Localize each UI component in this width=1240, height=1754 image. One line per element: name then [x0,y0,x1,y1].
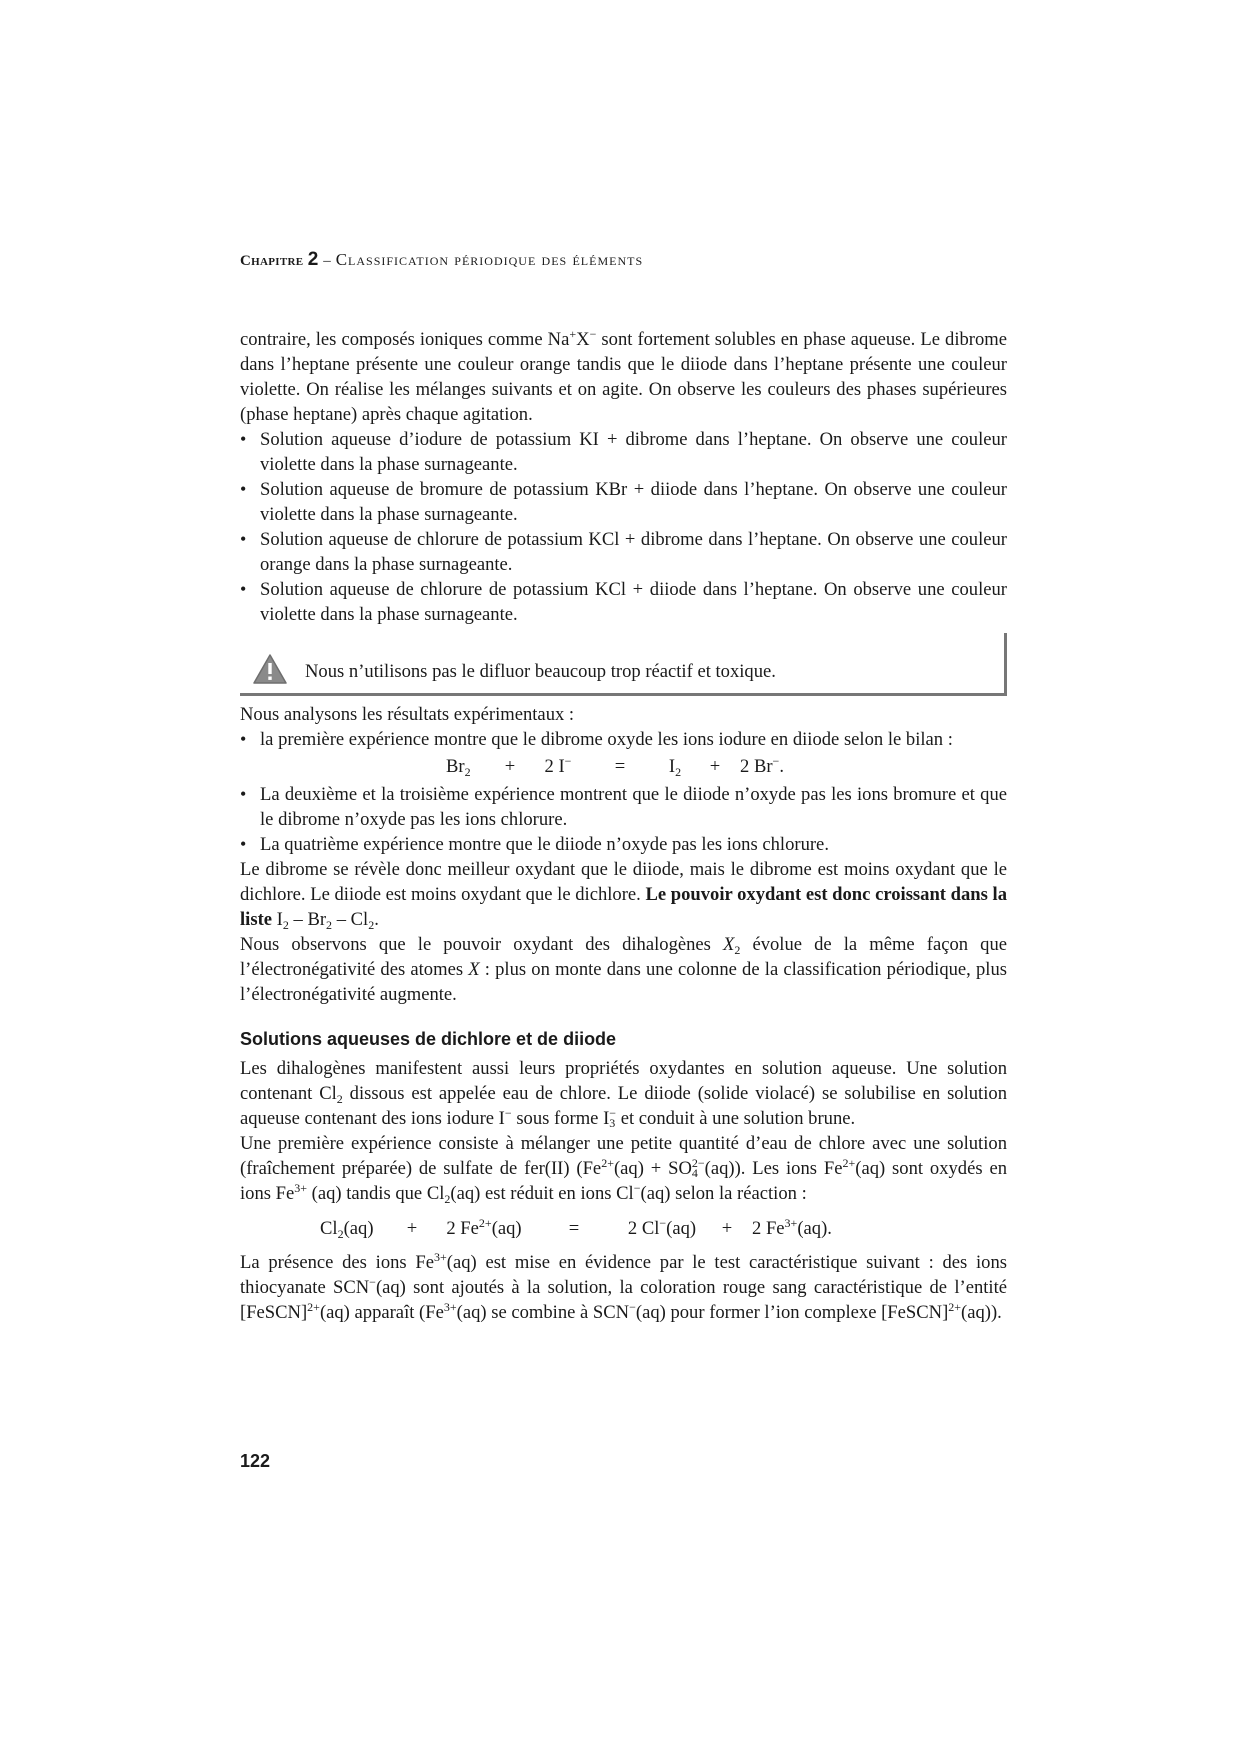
list-item: • Solution aqueuse de bromure de potassium KBr + diiode dans l’heptane. On observe une couleur violette dans la phase surnageante. [240,477,1007,527]
list-item: • Solution aqueuse d’iodure de potassium KI + dibrome dans l’heptane. On observe une couleur violette dans la phase surnageante. [240,427,1007,477]
warning-text: Nous n’utilisons pas le difluor beaucoup trop réactif et toxique. [305,661,776,682]
header-separator: – [318,253,336,269]
eq-term: 2 $Fe^{3+}(aq)$. [752,1216,832,1239]
paragraph-electronegativity: Nous observons que le pouvoir oxydant des dihalogènes $X_2$ évolue de la même façon que l’électronégativité des atomes X : plus on monte dans une colonne de la classification périodique, plus l’électronégativité augmente. [240,934,1008,1005]
running-header [240,249,643,271]
eq-term: 2 $Fe^{2+}(aq)$ [446,1216,522,1239]
equation-chlorine-iron: $Cl_2(aq)$ + 2 $Fe^{2+}(aq)$ = 2 Cl−(aq) + 2 $Fe^{3+}(aq)$. [240,1214,1007,1244]
body-text [240,327,1007,1325]
eq-term: $I_2$ [668,756,682,779]
list-item: • Solution aqueuse de chlorure de potassium KCl + diiode dans l’heptane. On observe une couleur violette dans la phase surnageante. [240,577,1007,627]
experiment-list [240,427,1007,627]
chapter-title: Classification périodique des éléments [335,250,644,269]
eq-term: 2 Cl−(aq) [627,1216,697,1239]
eq-term: $Cl_2(aq)$ [320,1218,374,1241]
chapter-word: Chapitre [240,253,304,269]
page-number: 122 [240,1451,271,1471]
analysis-list [240,727,1007,752]
analysis-list-continued [240,782,1007,857]
equation-bromine-iodide: $Br_2$ + 2 I− = $I_2$ + 2 Br−. [240,752,1007,782]
eq-term: $Br_2$ [446,756,471,779]
paragraph-intro: contraire, les composés ioniques comme Na+X− sont fortement solubles en phase aqueuse. Le dibrome dans l’heptane présente une couleur orange tandis que le diiode dans l’heptane présente une couleur violette. On réalise les mélanges suivants et on agite. On observe les couleurs des phases supérieures (phase heptane) après chaque agitation. [240,327,1007,425]
paragraph-analysis: Nous analysons les résultats expérimentaux : [240,704,575,725]
paragraph-solutions: Les dihalogènes manifestent aussi leurs propriétés oxydantes en solution aqueuse. Une solution contenant $Cl_2$ dissous est appelée eau de chlore. Le diiode (solide violacé) se solubilise en solution aqueuse contenant des ions iodure I− sous forme I − 3 et conduit à une solution brune. [240,1058,1007,1130]
eq-term: 2 I− [544,754,572,777]
list-item: • Solution aqueuse de chlorure de potassium KCl + dibrome dans l’heptane. On observe une couleur orange dans la phase surnageante. [240,527,1007,577]
chapter-number: 2 [307,249,319,270]
warning-icon [252,653,288,685]
paragraph-experiment: Une première expérience consiste à mélanger une petite quantité d’eau de chlore avec une solution (fraîchement préparée) de sulfate de fer(II) ($Fe^{2+}(aq)$ + SO 2− 4 (aq)). Les ions $Fe^{2+}(aq)$ sont oxydés en ions $Fe^{3+}$ (aq) tandis que $Cl_2(aq)$ est réduit en ions Cl−(aq) selon la réaction : [240,1133,1007,1206]
warning-note [240,633,1007,696]
paragraph-conclusion: Le dibrome se révèle donc meilleur oxydant que le diiode, mais le dibrome est moins oxydant que le dichlore. Le diiode est moins oxydant que le dichlore. Le pouvoir oxydant est donc croissant dans la liste $I_2 - Br_2 - Cl_2$. [240,859,1007,932]
list-item: • la première expérience montre que le dibrome oxyde les ions iodure en diiode selon le bilan : [240,727,1007,752]
list-item: • La quatrième expérience montre que le diiode n’oxyde pas les ions chlorure. [240,832,1007,857]
section-title: Solutions aqueuses de dichlore et de diiode [240,1029,617,1049]
paragraph-thiocyanate-test: La présence des ions $Fe^{3+}(aq)$ est mise en évidence par le test caractéristique suivant : des ions thiocyanate SCN−(aq) sont ajoutés à la solution, la coloration rouge sang caractéristique de l’entité [FeSCN]$^{2+}$(aq) apparaît ($Fe^{3+}(aq)$ se combine à SCN−(aq) pour former l’ion complexe [FeSCN]$^{2+}$(aq)). [240,1250,1007,1323]
list-item: • La deuxième et la troisième expérience montrent que le diiode n’oxyde pas les ions bromure et que le dibrome n’oxyde pas les ions chlorure. [240,782,1007,832]
eq-term: 2 Br−. [740,754,784,777]
